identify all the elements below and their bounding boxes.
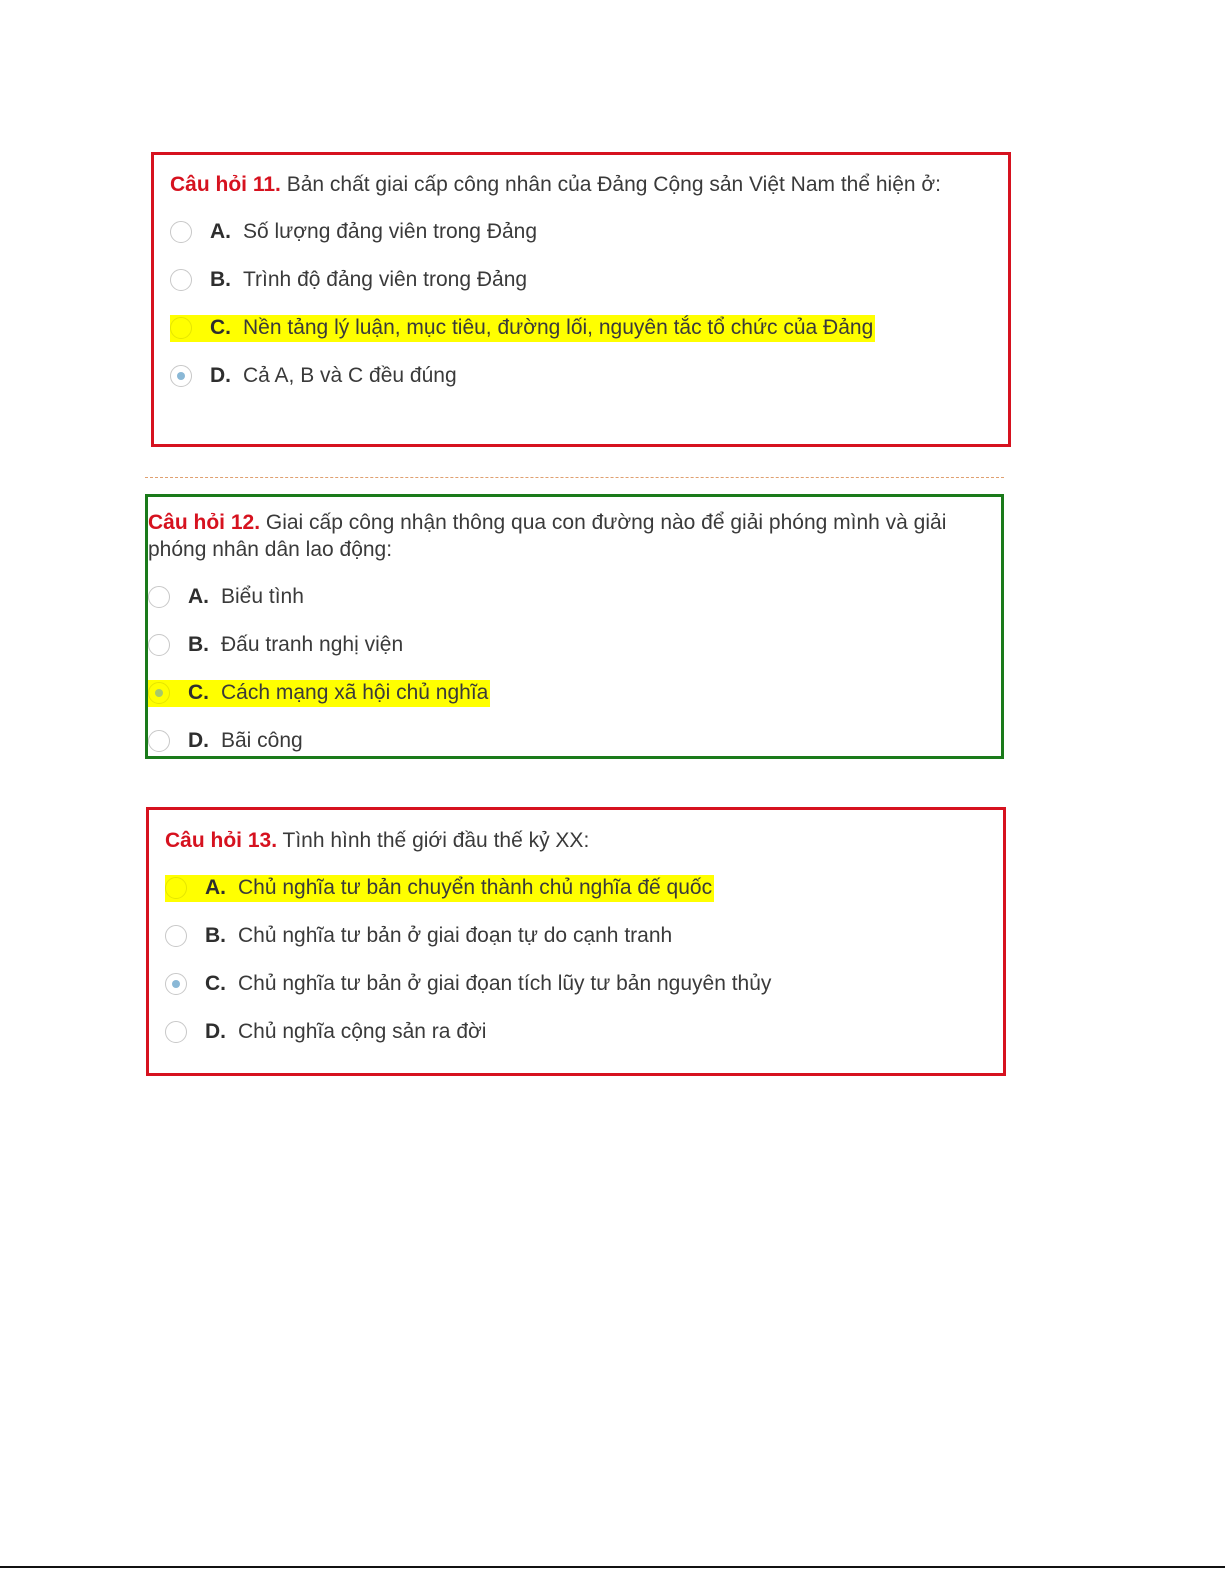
radio-button[interactable] bbox=[170, 269, 192, 291]
option-letter: D. bbox=[205, 1020, 226, 1043]
question-11-option-d[interactable] bbox=[170, 352, 992, 400]
option-text: Trình độ đảng viên trong Đảng bbox=[243, 268, 528, 291]
option-letter: C. bbox=[210, 316, 231, 339]
option-letter: B. bbox=[188, 633, 209, 656]
option-letter: C. bbox=[205, 972, 226, 995]
question-12-option-a[interactable] bbox=[148, 573, 993, 621]
question-11-option-a[interactable] bbox=[170, 208, 992, 256]
radio-button[interactable] bbox=[170, 317, 192, 339]
question-11-option-c[interactable] bbox=[170, 304, 992, 352]
page-bottom-rule bbox=[0, 1566, 1225, 1568]
dashed-divider bbox=[145, 477, 1004, 478]
option-text: Cả A, B và C đều đúng bbox=[243, 364, 457, 387]
option-letter: B. bbox=[210, 268, 231, 291]
option-letter: A. bbox=[205, 876, 226, 899]
question-11-prompt: Bản chất giai cấp công nhân của Đảng Cộng sản Việt Nam thể hiện ở: bbox=[280, 173, 942, 196]
option-text: Chủ nghĩa tư bản ở giai đọan tích lũy tư bản nguyên thủy bbox=[238, 972, 772, 995]
question-12-option-b[interactable] bbox=[148, 621, 993, 669]
option-letter: D. bbox=[188, 729, 209, 752]
question-13-options bbox=[165, 864, 987, 1056]
option-text: Số lượng đảng viên trong Đảng bbox=[243, 220, 538, 243]
question-13-option-a[interactable] bbox=[165, 864, 987, 912]
question-13-label: Câu hỏi 13. bbox=[165, 829, 278, 852]
option-letter: A. bbox=[188, 585, 209, 608]
option-text: Đấu tranh nghị viện bbox=[221, 633, 404, 656]
question-12-card bbox=[145, 494, 1004, 759]
question-13-prompt: Tình hình thế giới đầu thế kỷ XX: bbox=[277, 829, 590, 852]
radio-button[interactable] bbox=[170, 221, 192, 243]
radio-button[interactable] bbox=[165, 1021, 187, 1043]
option-text: Chủ nghĩa tư bản chuyển thành chủ nghĩa đế quốc bbox=[238, 876, 713, 899]
radio-button[interactable] bbox=[148, 730, 170, 752]
question-13-card bbox=[146, 807, 1006, 1076]
option-text: Biểu tình bbox=[221, 585, 304, 608]
question-11-label: Câu hỏi 11. bbox=[170, 173, 281, 196]
radio-button[interactable] bbox=[148, 634, 170, 656]
question-11-text bbox=[170, 171, 992, 198]
option-text: Chủ nghĩa cộng sản ra đời bbox=[238, 1020, 487, 1043]
question-13-text bbox=[165, 827, 987, 854]
question-12-option-c[interactable] bbox=[148, 669, 993, 717]
option-text: Cách mạng xã hội chủ nghĩa bbox=[221, 681, 489, 704]
question-11-option-b[interactable] bbox=[170, 256, 992, 304]
option-letter: B. bbox=[205, 924, 226, 947]
option-text: Chủ nghĩa tư bản ở giai đoạn tự do cạnh tranh bbox=[238, 924, 673, 947]
option-text: Nền tảng lý luận, mục tiêu, đường lối, nguyên tắc tổ chức của Đảng bbox=[243, 316, 874, 339]
option-letter: D. bbox=[210, 364, 231, 387]
question-12-prompt: Giai cấp công nhận thông qua con đường nào để giải phóng mình và giải phóng nhân dân lao động: bbox=[148, 511, 947, 561]
question-13-option-c[interactable] bbox=[165, 960, 987, 1008]
question-11-card bbox=[151, 152, 1011, 447]
option-letter: C. bbox=[188, 681, 209, 704]
option-letter: A. bbox=[210, 220, 231, 243]
question-12-label: Câu hỏi 12. bbox=[148, 511, 261, 534]
radio-button-selected[interactable] bbox=[170, 365, 192, 387]
radio-button[interactable] bbox=[148, 586, 170, 608]
radio-button-selected[interactable] bbox=[148, 682, 170, 704]
option-text: Bãi công bbox=[221, 729, 303, 752]
radio-button[interactable] bbox=[165, 925, 187, 947]
question-13-option-b[interactable] bbox=[165, 912, 987, 960]
radio-button[interactable] bbox=[165, 877, 187, 899]
question-11-options bbox=[170, 208, 992, 400]
question-12-options bbox=[148, 573, 993, 765]
question-12-text bbox=[148, 509, 993, 563]
radio-button-selected[interactable] bbox=[165, 973, 187, 995]
question-12-option-d[interactable] bbox=[148, 717, 993, 765]
question-13-option-d[interactable] bbox=[165, 1008, 987, 1056]
